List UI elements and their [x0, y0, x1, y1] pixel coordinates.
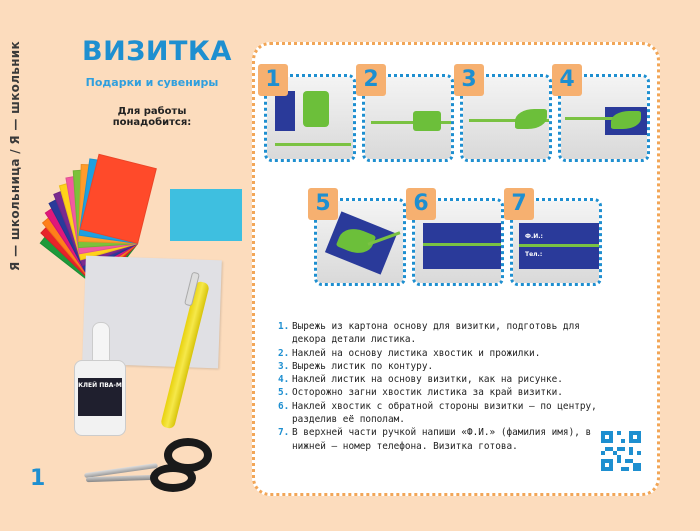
instruction-number: 3.	[278, 360, 290, 372]
instruction-number: 4.	[278, 374, 290, 386]
step-number: 7	[504, 188, 534, 220]
instruction-text: Наклей хвостик с обратной стороны визитки — по центру, разделив её пополам.	[292, 400, 597, 426]
card-phone-label: Тел.:	[525, 251, 543, 258]
instruction-item	[278, 426, 618, 453]
instruction-text: В верхней части ручкой напиши «Ф.И.» (фамилия имя), в нижней — номер телефона. Визитка готова.	[292, 427, 592, 452]
instruction-number: 2.	[278, 347, 290, 359]
step-number: 1	[258, 64, 288, 96]
instruction-text: Наклей на основу листика хвостик и прожилки.	[292, 347, 541, 359]
instruction-number: 6.	[278, 400, 290, 412]
instruction-text: Вырежь из картона основу для визитки, подготовь для декора детали листика.	[292, 321, 580, 346]
page-title: ВИЗИТКА	[82, 36, 232, 67]
instructions-list	[278, 320, 618, 453]
step-number: 6	[406, 188, 436, 220]
instruction-item	[278, 400, 618, 427]
step-number: 4	[552, 64, 582, 96]
materials-label: Для работы понадобится:	[112, 106, 192, 128]
instruction-text: Вырежь листик по контуру.	[292, 360, 434, 372]
instruction-text: Осторожно загни хвостик листика за край визитки.	[292, 387, 563, 399]
glue-label: КЛЕЙ ПВА-М	[78, 378, 122, 416]
blue-card-image	[170, 189, 242, 241]
instruction-item	[278, 373, 618, 386]
step-number: 5	[308, 188, 338, 220]
instruction-text: Наклей листик на основу визитки, как на рисунке.	[292, 374, 563, 386]
page-subtitle: Подарки и сувениры	[85, 76, 219, 89]
step-7	[510, 191, 602, 286]
spine-label: Я — школьница / Я — школьник	[8, 41, 22, 271]
scissors-blade	[86, 475, 156, 482]
instruction-number: 1.	[278, 321, 290, 332]
page-number: 1	[30, 466, 46, 491]
step-3	[460, 67, 552, 162]
instruction-item	[278, 386, 618, 399]
qr-code-icon[interactable]	[601, 431, 641, 471]
spine	[4, 36, 26, 276]
step-2	[362, 67, 454, 162]
step-5	[314, 191, 406, 286]
glue-cap	[92, 322, 110, 362]
step-6	[412, 191, 504, 286]
step-number: 3	[454, 64, 484, 96]
step-1	[264, 67, 356, 162]
instruction-item	[278, 360, 618, 373]
card-fio-label: Ф.И.:	[525, 233, 543, 240]
instruction-item	[278, 347, 618, 360]
instruction-number: 5.	[278, 387, 290, 399]
scissors-handle	[150, 464, 196, 492]
instruction-number: 7.	[278, 427, 290, 439]
step-4	[558, 67, 650, 162]
step-number: 2	[356, 64, 386, 96]
instruction-item	[278, 320, 618, 347]
